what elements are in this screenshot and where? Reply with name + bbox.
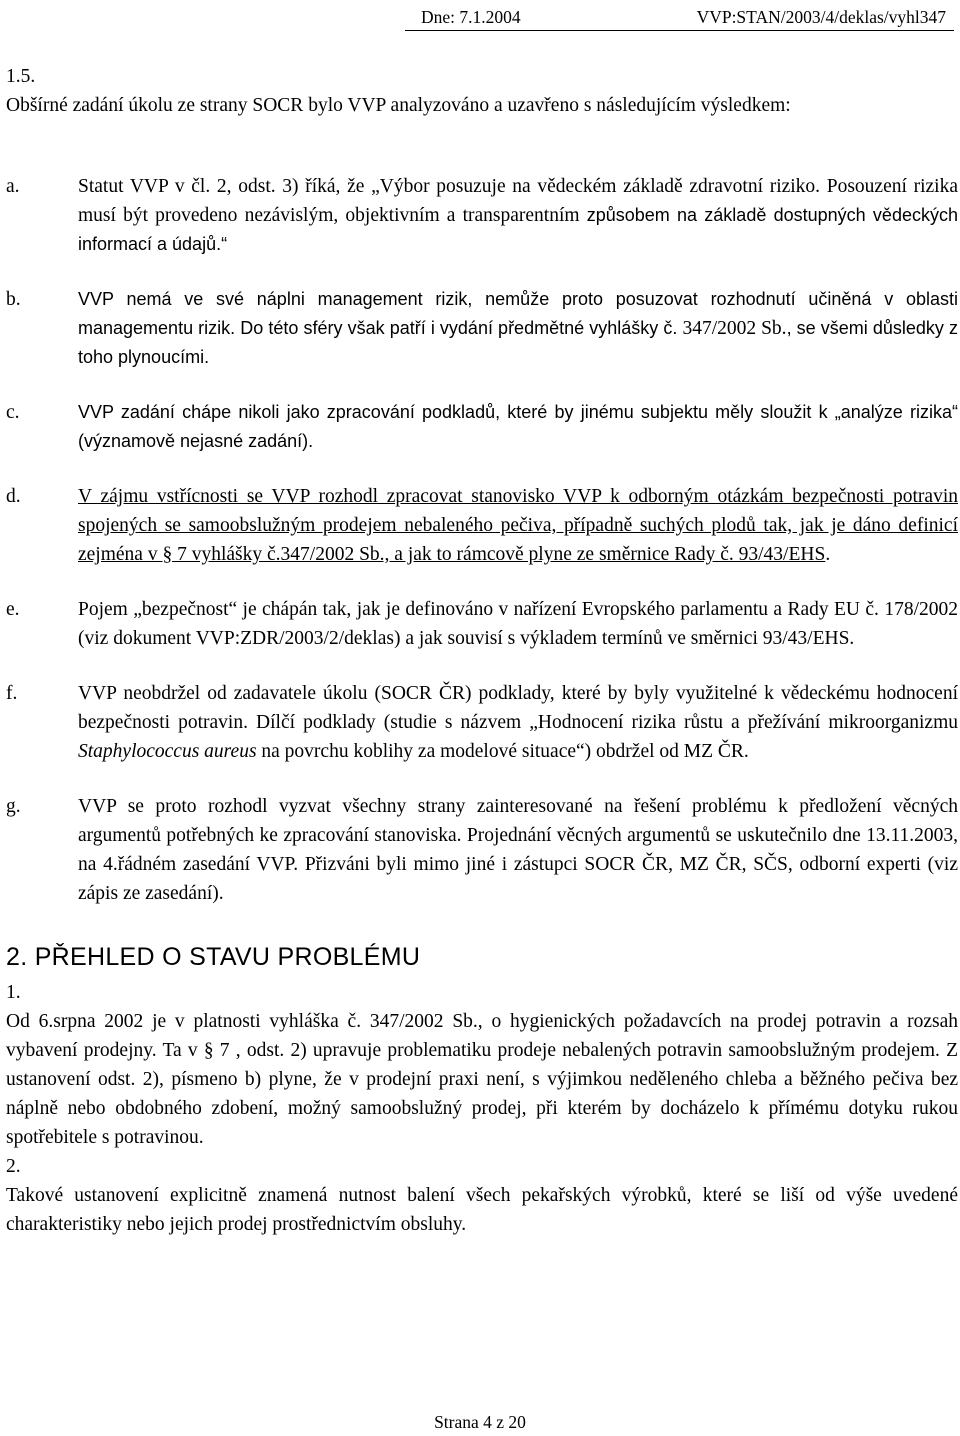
list-letter: c. [6,402,20,423]
item-c-text: VVP zadání chápe nikoli jako zpracování podkladů, které by jinému subjektu měly sloužit k „analýze rizika“ (významově nejasné zadání). [78,402,958,451]
paragraph-1: Od 6.srpna 2002 je v platnosti vyhláška č. 347/2002 Sb., o hygienických požadavcích na prodej potravin a rozsah vybavení prodejny. Ta v § 7 , odst. 2) upravuje problematiku prodeje nebalených potravin samoobslužným prodejem. Z ustanovení odst. 2), písmeno b) plyne, že v prodejní praxi není, s výjimkou neděleného chleba a běžného pečiva bez náplně nebo obdobného zdobení, možný samoobslužný prodej, při kterém by docházelo k přímému dotyku rukou spotřebitele s potravinou. [6,1011,958,1148]
item-f-text-2: na povrchu koblihy za modelové situace“) obdržel od MZ ČR. [256,741,749,762]
list-item-a [6,172,958,259]
list-letter: d. [6,486,21,507]
item-a-text-sans: způsobem na základě dostupných vědeckých informací a údajů.“ [78,205,958,254]
paragraph-number: 1. [6,982,21,1003]
header-date: Dne: 7.1.2004 [421,7,521,27]
section-intro: Obšírné zadání úkolu ze strany SOCR bylo VVP analyzováno a uzavřeno s následujícím výsledkem: [6,95,791,116]
item-f-species: Staphylococcus aureus [78,741,257,762]
list-item-e [6,595,958,653]
item-b-text-1: VVP nemá ve své náplni management rizik, nemůže proto posuzovat rozhodnutí učiněná v oblasti managementu rizik. Do této sféry však patří i vydání předmětné vyhlášky č. [78,289,958,338]
list-item-d [6,482,958,569]
list-letter: b. [6,289,21,310]
section-2-heading: 2. PŘEHLED O STAVU PROBLÉMU [6,943,421,971]
item-g-text: VVP se proto rozhodl vyzvat všechny strany zainteresované na řešení problému k předložení věcných argumentů potřebných ke zpracování stanoviska. Projednání věcných argumentů se uskutečnilo dne 13.11.2003, na 4.řádném zasedání VVP. Přizváni byli mimo jiné i zástupci SOCR ČR, MZ ČR, SČS, odborní experti (viz zápis ze zasedání). [78,796,958,904]
item-b-regulation: 347/2002 Sb. [682,318,787,339]
list-letter: f. [6,683,18,704]
item-d-text: V zájmu vstřícnosti se VVP rozhodl zpracovat stanovisko VVP k odborným otázkám bezpečnosti potravin spojených se samoobslužným prodejem nebaleného pečiva, případně suchých plodů tak, jak je dáno definicí zejména v § 7 vyhlášky č.347/2002 Sb., a jak to rámcově plyne ze směrnice Rady č. 93/43/EHS [78,486,958,565]
header-reference: VVP:STAN/2003/4/deklas/vyhl347 [696,7,946,27]
document-body [6,62,958,1239]
page-header [405,4,954,31]
list-item-g [6,792,958,908]
list-item-f [6,679,958,766]
item-b-text-2: , se všemi důsledky z toho plynoucími. [78,318,959,367]
list-letter: g. [6,796,21,817]
item-f-text-1: VVP neobdržel od zadavatele úkolu (SOCR ČR) podklady, které by byly využitelné k vědeckému hodnocení bezpečnosti potravin. Dílčí podklady (studie s názvem „Hodnocení rizika růstu a přežívání mikroorganizmu [78,683,958,733]
list-item-c [6,398,958,456]
list-item-b [6,285,958,372]
item-e-text: Pojem „bezpečnost“ je chápán tak, jak je definováno v nařízení Evropského parlamentu a Rady EU č. 178/2002 (viz dokument VVP:ZDR/2003/2/deklas) a jak souvisí s výkladem termínů ve směrnici 93/43/EHS. [78,599,958,649]
item-a-text: Statut VVP v čl. 2, odst. 3) říká, že „Výbor posuzuje na vědeckém základě zdravotní riziko. Posouzení rizika musí být provedeno nezávislým, objektivním a transparentním [78,176,958,226]
item-d-suffix: . [825,544,831,565]
section-number: 1.5. [6,66,36,87]
list-letter: a. [6,176,20,197]
paragraph-number: 2. [6,1156,21,1177]
page-footer: Strana 4 z 20 [434,1412,526,1432]
paragraph-2: Takové ustanovení explicitně znamená nutnost balení všech pekařských výrobků, které se liší od výše uvedené charakteristiky nebo jejich prodej prostřednictvím obsluhy. [6,1185,958,1235]
list-letter: e. [6,599,20,620]
